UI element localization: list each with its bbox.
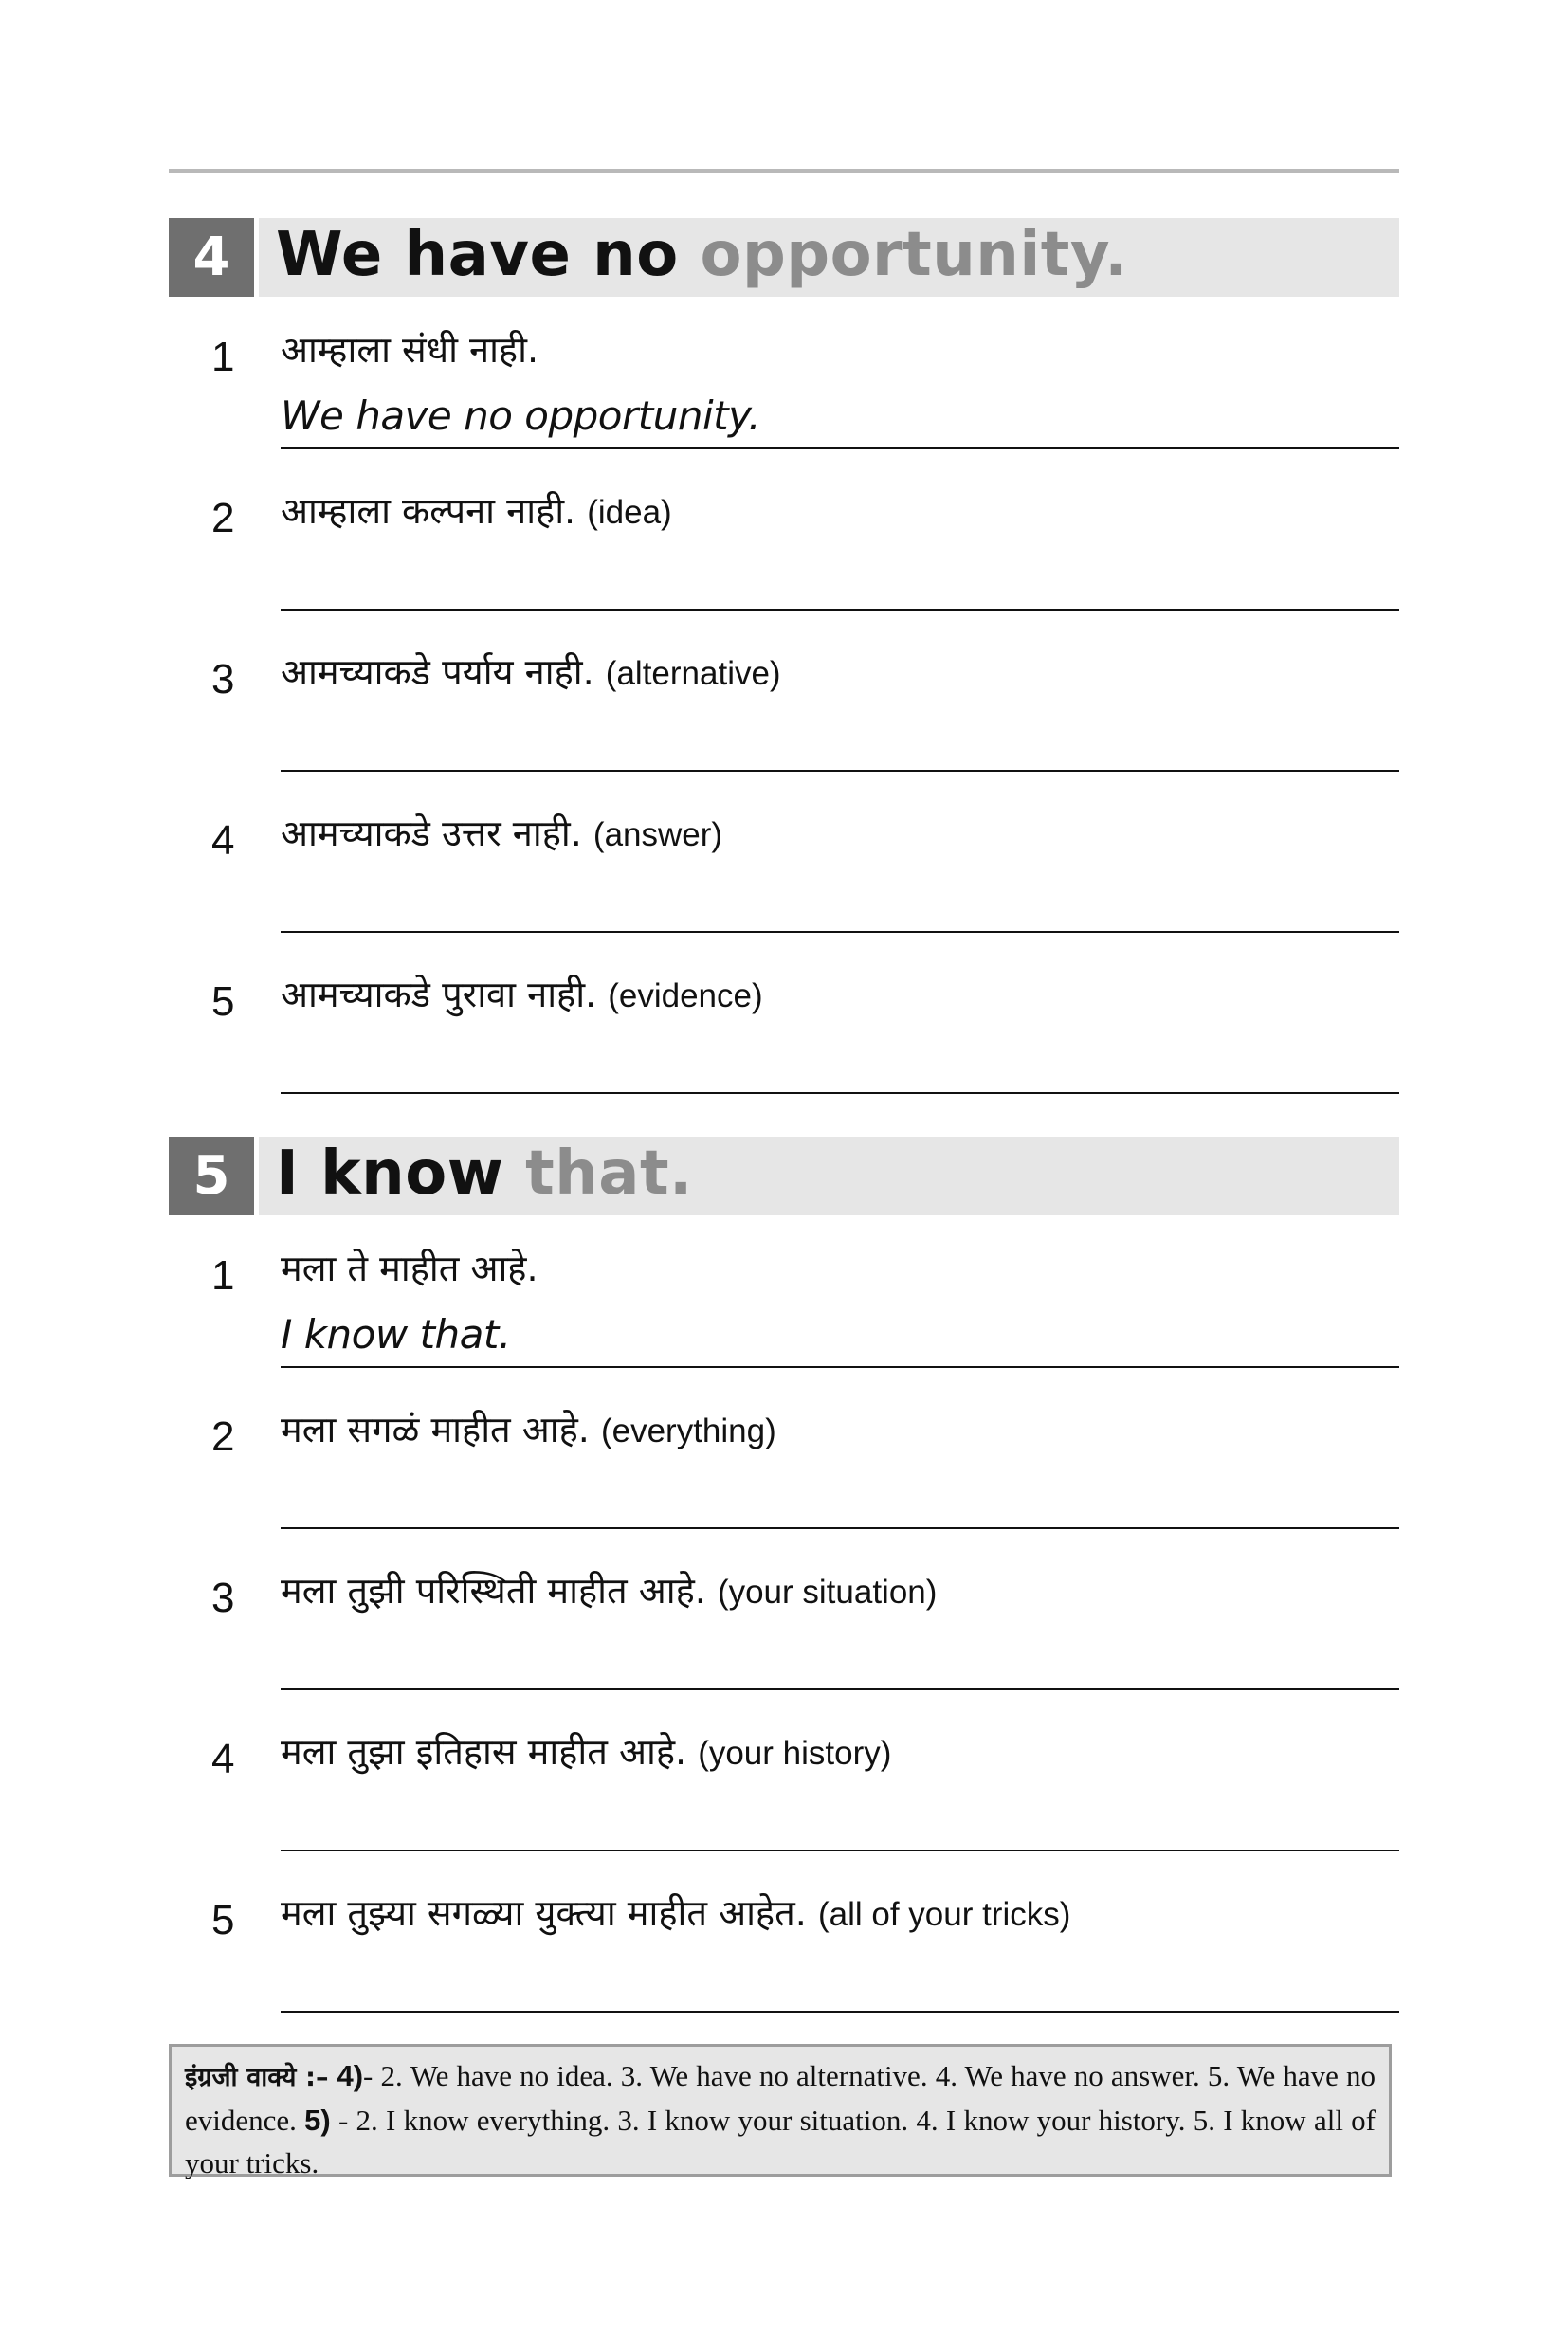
item-sentence <box>281 647 781 696</box>
answer-line[interactable] <box>281 2011 1399 2013</box>
item-number: 5 <box>211 1897 235 1943</box>
marathi-sentence: मला सगळं माहीत आहे. <box>281 1409 590 1450</box>
english-hint: (your situation) <box>717 1574 938 1611</box>
sample-answer: I know that. <box>281 1311 511 1358</box>
title-highlight-part: opportunity. <box>700 220 1128 290</box>
section-title-bar <box>259 218 1399 297</box>
answer-line[interactable] <box>281 1527 1399 1529</box>
item-number: 2 <box>211 1413 235 1460</box>
english-hint: (answer) <box>593 816 723 853</box>
section-title <box>276 220 1128 290</box>
exercise-item <box>169 1393 1399 1554</box>
section-number: 5 <box>169 1137 254 1215</box>
item-number: 3 <box>211 1575 235 1621</box>
item-sentence <box>281 324 538 374</box>
exercise-item <box>169 1876 1399 2037</box>
answer-key-section-4-text: - 2. We have no idea. 3. We have no alternative. 4. We have no answer. 5. We have no evidence. <box>185 2059 1376 2137</box>
sample-answer: We have no opportunity. <box>281 392 761 439</box>
answer-line[interactable] <box>281 447 1399 449</box>
section-4 <box>169 218 1399 1025</box>
english-hint: (evidence) <box>608 977 763 1014</box>
exercise-item <box>169 635 1399 796</box>
item-number: 3 <box>211 656 235 702</box>
answer-key-box <box>169 2044 1392 2177</box>
section-number: 4 <box>169 218 254 297</box>
item-number: 2 <box>211 495 235 541</box>
top-divider <box>169 169 1399 173</box>
english-hint: (everything) <box>600 1413 776 1449</box>
item-number: 4 <box>211 1736 235 1782</box>
item-sentence <box>281 1887 1070 1937</box>
answer-key-section-4-number: 4) <box>328 2059 364 2092</box>
exercise-item <box>169 313 1399 474</box>
marathi-sentence: आमच्याकडे उत्तर नाही. <box>281 812 582 854</box>
section-header <box>169 1137 1399 1215</box>
answer-line[interactable] <box>281 1850 1399 1851</box>
marathi-sentence: मला तुझा इतिहास माहीत आहे. <box>281 1731 687 1773</box>
answer-line[interactable] <box>281 1366 1399 1368</box>
exercise-item <box>169 1231 1399 1393</box>
exercise-item <box>169 1715 1399 1876</box>
title-dark-part: We have no <box>276 220 701 290</box>
item-sentence <box>281 969 763 1018</box>
marathi-sentence: आम्हाला कल्पना नाही. <box>281 490 576 532</box>
item-number: 5 <box>211 978 235 1025</box>
marathi-sentence: आमच्याकडे पर्याय नाही. <box>281 651 594 693</box>
answer-key-label: इंग्रजी वाक्ये :– <box>185 2063 329 2092</box>
section-title <box>276 1139 693 1209</box>
item-sentence <box>281 808 722 857</box>
answer-line[interactable] <box>281 1092 1399 1094</box>
item-number: 1 <box>211 1252 235 1299</box>
item-sentence <box>281 1726 891 1776</box>
english-hint: (all of your tricks) <box>817 1896 1071 1933</box>
answer-line[interactable] <box>281 931 1399 933</box>
item-sentence <box>281 1243 538 1292</box>
item-number: 1 <box>211 334 235 380</box>
title-highlight-part: that. <box>525 1139 693 1209</box>
exercise-item <box>169 1554 1399 1715</box>
marathi-sentence: मला तुझ्या सगळ्या युक्त्या माहीत आहेत. <box>281 1892 807 1934</box>
answer-line[interactable] <box>281 770 1399 772</box>
answer-key-section-5-text: - 2. I know everything. 3. I know your situation. 4. I know your history. 5. I know all of your tricks. <box>185 2104 1377 2179</box>
answer-line[interactable] <box>281 609 1399 611</box>
marathi-sentence: मला ते माहीत आहे. <box>281 1248 538 1289</box>
exercise-item <box>169 474 1399 635</box>
exercise-item <box>169 796 1399 957</box>
marathi-sentence: मला तुझी परिस्थिती माहीत आहे. <box>281 1570 706 1612</box>
item-sentence <box>281 1404 776 1453</box>
exercise-item <box>169 957 1399 1119</box>
answer-line[interactable] <box>281 1688 1399 1690</box>
item-number: 4 <box>211 817 235 864</box>
section-5 <box>169 1137 1399 1943</box>
section-header <box>169 218 1399 297</box>
marathi-sentence: आमच्याकडे पुरावा नाही. <box>281 974 597 1015</box>
english-hint: (alternative) <box>605 655 781 692</box>
english-hint: (idea) <box>587 494 672 531</box>
answer-key-section-5-number: 5) <box>304 2104 331 2137</box>
marathi-sentence: आम्हाला संधी नाही. <box>281 329 539 371</box>
title-dark-part: I know <box>276 1139 526 1209</box>
item-sentence <box>281 1565 937 1614</box>
section-title-bar <box>259 1137 1399 1215</box>
english-hint: (your history) <box>698 1735 892 1772</box>
item-sentence <box>281 485 672 535</box>
